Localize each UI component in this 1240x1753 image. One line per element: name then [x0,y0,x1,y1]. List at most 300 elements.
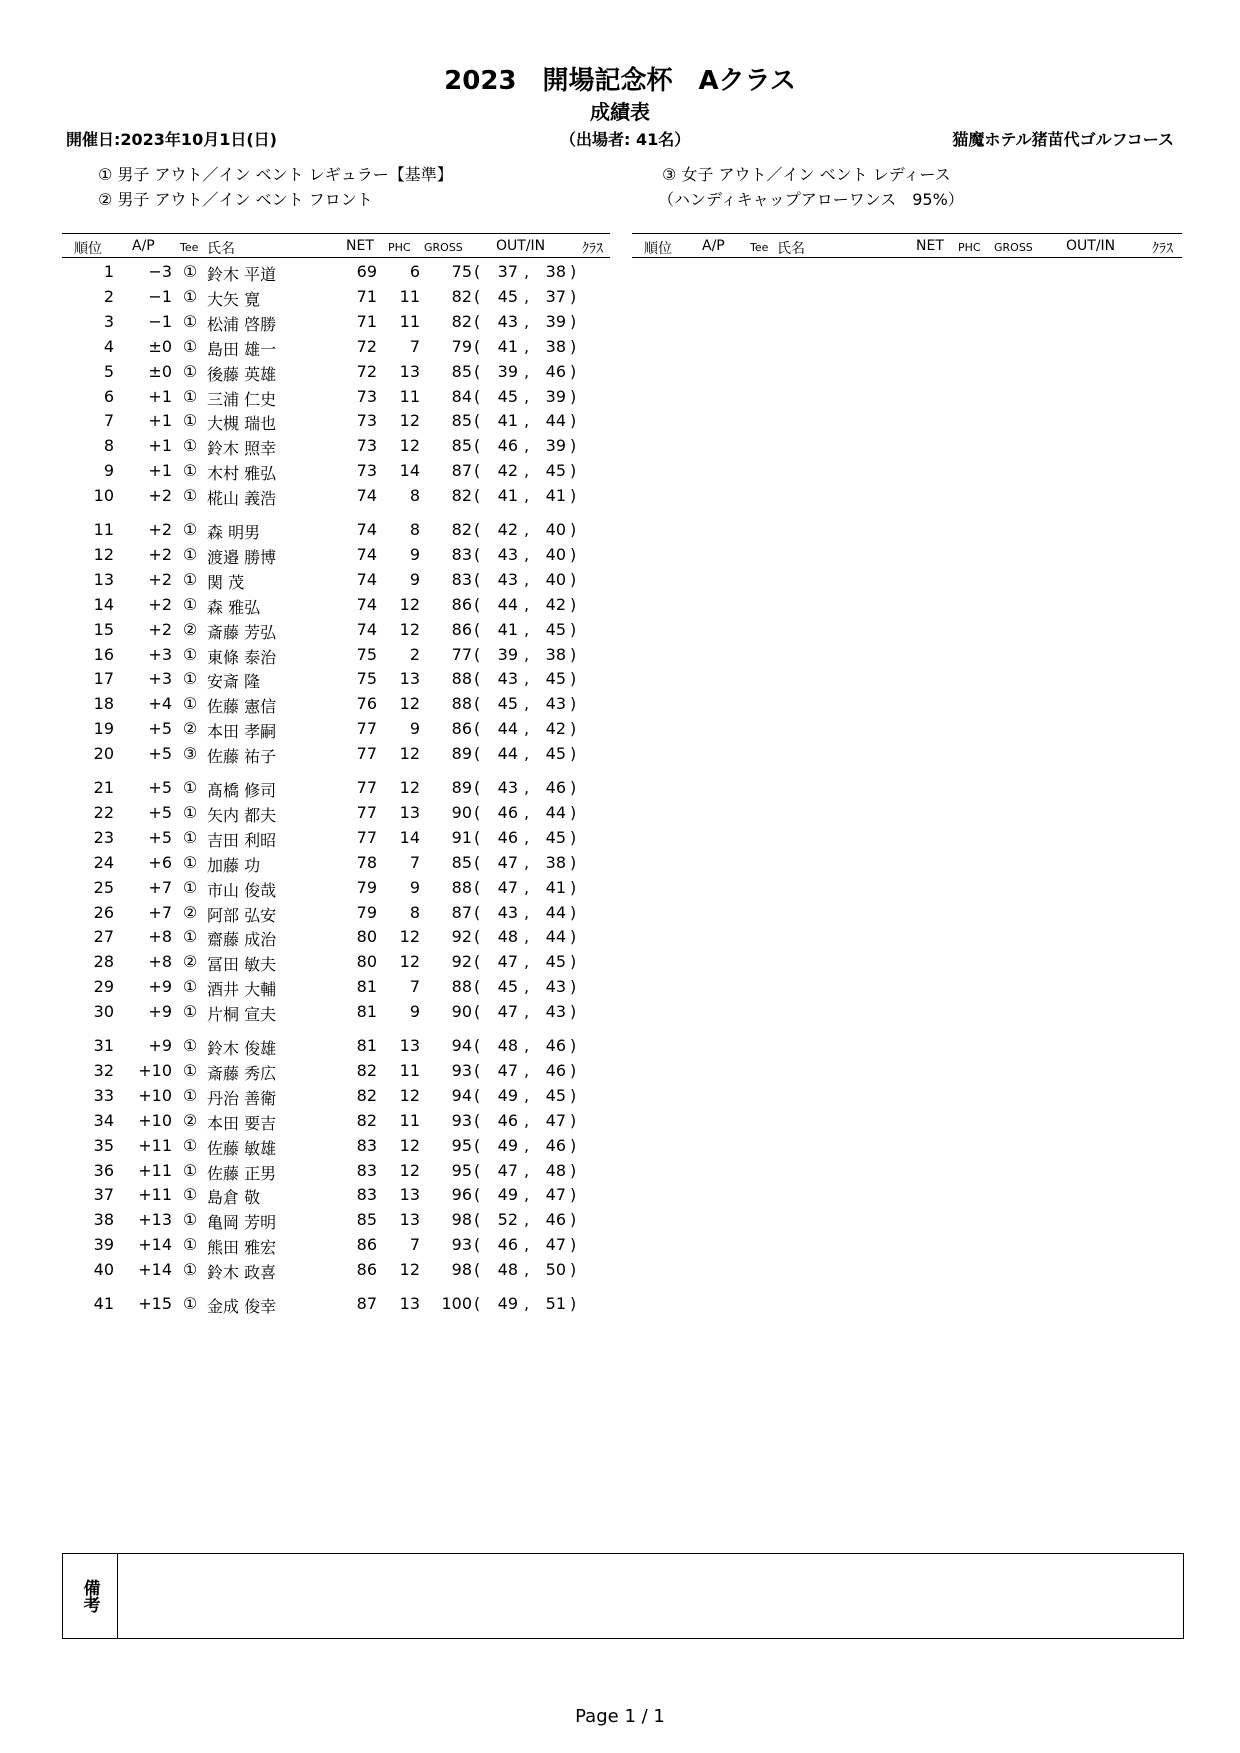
cell-rank: 6 [103,386,114,406]
table-row [0,1036,620,1060]
close-paren: ) [570,802,577,822]
table-row [0,1185,620,1209]
close-paren: ) [570,744,577,764]
cell-in: 46 [545,361,566,381]
open-paren: ( [474,1260,481,1280]
cell-net: 82 [356,1085,377,1105]
cell-rank: 20 [93,744,114,764]
comma: , [524,311,530,331]
col-gross-header-right: GROSS [994,241,1033,254]
open-paren: ( [474,778,481,797]
cell-tee: ① [182,1085,198,1105]
col-ap-header: A/P [132,238,155,254]
cell-tee: ① [182,1294,198,1313]
table-row [0,1002,620,1026]
comma: , [524,1135,530,1155]
cell-net: 80 [356,927,377,947]
cell-name: 鈴木 俊雄 [207,1039,277,1058]
cell-tee: ① [182,569,198,589]
cell-gross: 85 [451,436,472,456]
cell-net: 74 [356,486,377,506]
cell-tee: ① [182,461,198,481]
cell-phc: 13 [399,361,420,381]
cell-phc: 2 [409,644,420,664]
table-row [0,853,620,877]
table-row [0,1086,620,1110]
open-paren: ( [474,461,481,481]
close-paren: ) [570,361,577,381]
cell-in: 45 [545,669,566,689]
cell-in: 44 [545,411,566,431]
cell-ap: +8 [148,952,172,972]
close-paren: ) [570,952,577,972]
cell-in: 43 [545,1002,566,1022]
comma: , [524,669,530,689]
cell-name: 本田 要吉 [207,1113,277,1133]
open-paren: ( [474,1036,481,1055]
cell-phc: 12 [399,1260,420,1280]
cell-phc: 8 [409,520,420,539]
col-class-header: ｸﾗｽ [582,241,603,257]
cell-in: 46 [545,1060,566,1080]
table-row [0,669,620,693]
table-row [0,1111,620,1135]
cell-out: 47 [497,1060,518,1080]
cell-tee: ① [182,802,198,822]
comma: , [524,1110,530,1130]
cell-phc: 12 [399,744,420,764]
cell-in: 46 [545,778,566,797]
open-paren: ( [474,361,481,381]
comma: , [524,952,530,972]
cell-out: 47 [497,1002,518,1022]
close-paren: ) [570,1210,577,1230]
open-paren: ( [474,1235,481,1255]
cell-ap: +10 [138,1110,172,1130]
comma: , [524,436,530,456]
col-tee-header-right: Tee [750,241,769,254]
comma: , [524,461,530,481]
cell-tee: ① [182,286,198,306]
cell-gross: 94 [451,1085,472,1105]
cell-name: 片桐 宣夫 [207,1005,277,1025]
cell-tee: ② [182,719,198,739]
table-row [0,694,620,718]
remarks-label: 備考 [79,1579,100,1613]
cell-tee: ① [182,544,198,564]
cell-phc: 12 [399,1135,420,1155]
cell-in: 38 [545,644,566,664]
cell-out: 43 [497,669,518,689]
cell-net: 77 [356,802,377,822]
cell-name: 吉田 利昭 [207,830,277,850]
close-paren: ) [570,619,577,639]
cell-rank: 10 [93,486,114,506]
cell-phc: 9 [409,544,420,564]
cell-ap: +10 [138,1085,172,1105]
cell-in: 45 [545,1085,566,1105]
cell-rank: 30 [93,1002,114,1022]
cell-tee: ① [182,1185,198,1205]
close-paren: ) [570,1085,577,1105]
cell-name: 髙橋 修司 [207,781,277,800]
cell-phc: 13 [399,1210,420,1230]
tee-legend-3: ③ 女子 アウト／イン ベント レディース [662,165,951,184]
cell-net: 74 [356,520,377,539]
cell-net: 77 [356,827,377,847]
cell-net: 74 [356,594,377,614]
col-outin-header-right: OUT/IN [1066,238,1116,254]
open-paren: ( [474,594,481,614]
cell-ap: ±0 [148,336,172,356]
cell-tee: ① [182,1135,198,1155]
cell-ap: +5 [148,719,172,739]
cell-phc: 14 [399,461,420,481]
close-paren: ) [570,569,577,589]
cell-rank: 15 [93,619,114,639]
cell-phc: 6 [409,262,420,281]
cell-net: 81 [356,977,377,997]
cell-rank: 25 [93,877,114,897]
close-paren: ) [570,977,577,997]
cell-in: 43 [545,977,566,997]
cell-name: 椛山 義浩 [207,489,277,509]
col-phc-header: PHC [388,241,411,254]
comma: , [524,336,530,356]
cell-rank: 36 [93,1160,114,1180]
cell-out: 47 [497,952,518,972]
cell-gross: 82 [451,286,472,306]
cell-out: 46 [497,1110,518,1130]
cell-gross: 96 [451,1185,472,1205]
cell-phc: 13 [399,802,420,822]
cell-name: 渡邉 勝博 [207,547,277,567]
cell-name: 熊田 雅宏 [207,1238,277,1258]
open-paren: ( [474,436,481,456]
cell-phc: 11 [399,1110,420,1130]
cell-tee: ① [182,644,198,664]
cell-out: 44 [497,719,518,739]
open-paren: ( [474,877,481,897]
cell-tee: ① [182,1002,198,1022]
cell-tee: ① [182,877,198,897]
cell-gross: 95 [451,1135,472,1155]
open-paren: ( [474,336,481,356]
cell-name: 金成 俊幸 [207,1297,277,1316]
table-row [0,1061,620,1085]
cell-rank: 14 [93,594,114,614]
cell-name: 後藤 英雄 [207,364,277,384]
cell-rank: 33 [93,1085,114,1105]
cell-ap: +2 [148,569,172,589]
cell-tee: ① [182,1036,198,1055]
cell-tee: ① [182,694,198,714]
table-row [0,1260,620,1284]
close-paren: ) [570,520,577,539]
comma: , [524,520,530,539]
cell-tee: ① [182,1260,198,1280]
cell-out: 47 [497,877,518,897]
cell-gross: 83 [451,544,472,564]
cell-net: 82 [356,1060,377,1080]
open-paren: ( [474,386,481,406]
open-paren: ( [474,902,481,922]
close-paren: ) [570,411,577,431]
cell-tee: ① [182,827,198,847]
cell-in: 44 [545,802,566,822]
cell-out: 41 [497,411,518,431]
col-rank-header: 順位 [74,241,102,257]
cell-out: 43 [497,311,518,331]
cell-name: 関 茂 [207,572,245,592]
cell-phc: 11 [399,286,420,306]
close-paren: ) [570,286,577,306]
cell-in: 45 [545,619,566,639]
comma: , [524,411,530,431]
cell-name: 三浦 仁史 [207,389,277,409]
cell-name: 森 明男 [207,523,261,542]
table-row [0,411,620,435]
cell-gross: 93 [451,1110,472,1130]
cell-net: 73 [356,436,377,456]
cell-phc: 9 [409,1002,420,1022]
cell-tee: ① [182,778,198,797]
close-paren: ) [570,827,577,847]
open-paren: ( [474,719,481,739]
comma: , [524,694,530,714]
open-paren: ( [474,1110,481,1130]
cell-tee: ② [182,952,198,972]
comma: , [524,361,530,381]
cell-out: 37 [497,262,518,281]
close-paren: ) [570,386,577,406]
cell-tee: ① [182,1160,198,1180]
cell-net: 74 [356,544,377,564]
cell-name: 酒井 大輔 [207,980,277,1000]
cell-ap: +1 [148,436,172,456]
open-paren: ( [474,1085,481,1105]
comma: , [524,902,530,922]
page-number: Page 1 / 1 [575,1706,665,1727]
comma: , [524,778,530,797]
cell-phc: 12 [399,594,420,614]
cell-out: 41 [497,619,518,639]
cell-rank: 11 [93,520,114,539]
cell-name: 森 雅弘 [207,597,261,617]
cell-gross: 85 [451,852,472,872]
cell-net: 78 [356,852,377,872]
close-paren: ) [570,694,577,714]
comma: , [524,1260,530,1280]
course-name: 猫魔ホテル猪苗代ゴルフコース [952,130,1174,149]
table-row [0,595,620,619]
table-row [0,719,620,743]
cell-phc: 12 [399,411,420,431]
cell-ap: +2 [148,486,172,506]
cell-phc: 14 [399,827,420,847]
table-row [0,645,620,669]
close-paren: ) [570,1235,577,1255]
cell-net: 72 [356,361,377,381]
cell-name: 鈴木 平道 [207,265,277,284]
cell-in: 42 [545,719,566,739]
open-paren: ( [474,1002,481,1022]
cell-in: 41 [545,877,566,897]
col-name-header: 氏名 [207,241,235,257]
comma: , [524,386,530,406]
cell-gross: 93 [451,1060,472,1080]
cell-out: 43 [497,778,518,797]
open-paren: ( [474,1185,481,1205]
cell-rank: 4 [103,336,114,356]
cell-name: 斎藤 秀広 [207,1063,277,1083]
close-paren: ) [570,311,577,331]
cell-name: 矢内 都夫 [207,805,277,825]
open-paren: ( [474,802,481,822]
cell-out: 45 [497,977,518,997]
cell-rank: 40 [93,1260,114,1280]
open-paren: ( [474,927,481,947]
table-row [0,570,620,594]
cell-phc: 8 [409,902,420,922]
comma: , [524,1160,530,1180]
cell-in: 40 [545,520,566,539]
cell-tee: ② [182,619,198,639]
cell-tee: ① [182,1210,198,1230]
cell-net: 71 [356,311,377,331]
table-row [0,903,620,927]
cell-in: 47 [545,1185,566,1205]
open-paren: ( [474,262,481,281]
close-paren: ) [570,1185,577,1205]
cell-net: 73 [356,461,377,481]
cell-in: 46 [545,1210,566,1230]
close-paren: ) [570,669,577,689]
table-row [0,436,620,460]
cell-ap: +2 [148,619,172,639]
cell-ap: +1 [148,411,172,431]
cell-name: 佐藤 憲信 [207,697,277,717]
cell-rank: 12 [93,544,114,564]
comma: , [524,486,530,506]
cell-ap: +3 [148,669,172,689]
table-row [0,337,620,361]
close-paren: ) [570,1110,577,1130]
cell-phc: 12 [399,694,420,714]
table-row [0,1235,620,1259]
table-row [0,1161,620,1185]
cell-rank: 35 [93,1135,114,1155]
cell-gross: 89 [451,744,472,764]
close-paren: ) [570,544,577,564]
cell-name: 島倉 敬 [207,1188,261,1208]
cell-net: 75 [356,644,377,664]
cell-ap: +7 [148,877,172,897]
handicap-allowance: （ハンディキャップアローワンス 95%） [658,190,964,209]
cell-ap: +5 [148,744,172,764]
cell-in: 41 [545,486,566,506]
table-row [0,486,620,510]
cell-tee: ③ [182,744,198,764]
cell-in: 44 [545,902,566,922]
cell-name: 市山 俊哉 [207,880,277,900]
cell-gross: 98 [451,1210,472,1230]
cell-tee: ① [182,436,198,456]
comma: , [524,644,530,664]
cell-name: 島田 雄一 [207,339,277,359]
cell-phc: 7 [409,1235,420,1255]
cell-gross: 86 [451,594,472,614]
cell-net: 69 [356,262,377,281]
cell-net: 86 [356,1235,377,1255]
col-phc-header-right: PHC [958,241,981,254]
comma: , [524,1036,530,1055]
cell-name: 斎藤 芳弘 [207,622,277,642]
remarks-box [62,1553,1184,1639]
cell-tee: ① [182,977,198,997]
cell-ap: +5 [148,802,172,822]
cell-rank: 27 [93,927,114,947]
cell-out: 46 [497,1235,518,1255]
cell-net: 72 [356,336,377,356]
close-paren: ) [570,852,577,872]
cell-in: 45 [545,952,566,972]
close-paren: ) [570,1060,577,1080]
cell-phc: 9 [409,569,420,589]
table-row [0,545,620,569]
cell-phc: 11 [399,386,420,406]
cell-name: 佐藤 敏雄 [207,1138,277,1158]
cell-in: 48 [545,1160,566,1180]
cell-rank: 26 [93,902,114,922]
col-tee-header: Tee [180,241,199,254]
close-paren: ) [570,644,577,664]
comma: , [524,619,530,639]
table-row [0,803,620,827]
cell-net: 79 [356,902,377,922]
cell-ap: +1 [148,386,172,406]
cell-ap: −3 [148,262,172,281]
open-paren: ( [474,827,481,847]
open-paren: ( [474,569,481,589]
cell-gross: 94 [451,1036,472,1055]
open-paren: ( [474,952,481,972]
cell-out: 44 [497,744,518,764]
cell-tee: ① [182,520,198,539]
cell-ap: +7 [148,902,172,922]
cell-rank: 18 [93,694,114,714]
col-ap-header-right: A/P [702,238,725,254]
cell-tee: ① [182,311,198,331]
cell-name: 鈴木 政喜 [207,1263,277,1283]
table-row [0,620,620,644]
tee-legend-1: ① 男子 アウト／イン ベント レギュラー【基準】 [98,165,453,184]
cell-net: 73 [356,386,377,406]
cell-name: 松浦 啓勝 [207,314,277,334]
cell-out: 47 [497,1160,518,1180]
cell-rank: 37 [93,1185,114,1205]
cell-rank: 21 [93,778,114,797]
close-paren: ) [570,927,577,947]
open-paren: ( [474,411,481,431]
cell-ap: +5 [148,827,172,847]
cell-gross: 98 [451,1260,472,1280]
open-paren: ( [474,669,481,689]
cell-out: 43 [497,569,518,589]
cell-gross: 88 [451,669,472,689]
comma: , [524,877,530,897]
cell-gross: 91 [451,827,472,847]
